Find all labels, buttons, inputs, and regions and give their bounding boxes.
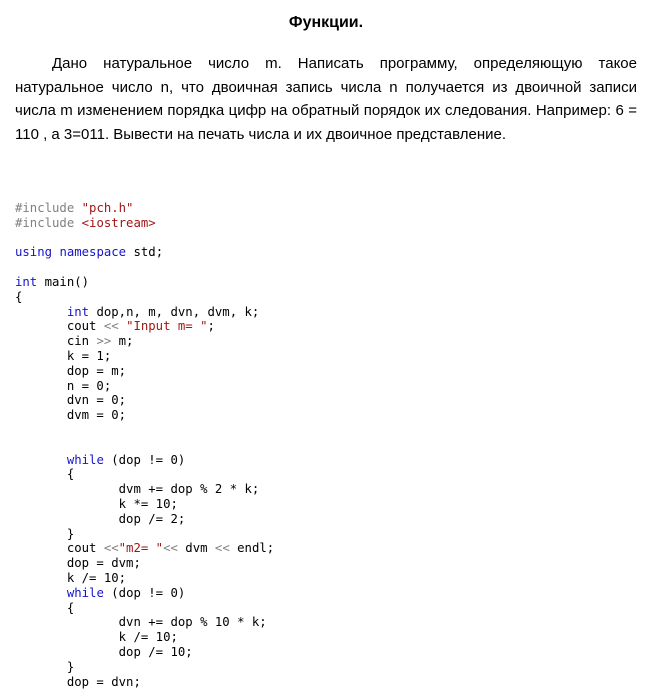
code-token: #include xyxy=(15,216,82,230)
code-token: dvm xyxy=(178,541,215,555)
code-token: dop = m; xyxy=(15,364,126,378)
code-token: dop,n, m, dvn, dvm, k; xyxy=(89,305,259,319)
code-line xyxy=(15,231,274,246)
code-line xyxy=(15,541,274,556)
code-token xyxy=(15,586,67,600)
code-token: ; xyxy=(208,319,215,333)
code-token xyxy=(119,319,126,333)
code-token: using xyxy=(15,245,52,259)
code-line xyxy=(15,467,274,482)
code-token: dvn = 0; xyxy=(15,393,126,407)
code-token: int xyxy=(67,305,89,319)
code-token: dop = dvn; xyxy=(15,675,141,689)
page-title: Функции. xyxy=(0,14,652,32)
code-token: (dop != 0) xyxy=(104,453,185,467)
code-line xyxy=(15,586,274,601)
code-line xyxy=(15,349,274,364)
code-token: <iostream> xyxy=(82,216,156,230)
code-token: while xyxy=(67,586,104,600)
code-token: cin xyxy=(15,334,96,348)
code-token: dvn += dop % 10 * k; xyxy=(15,615,267,629)
code-token: dop /= 2; xyxy=(15,512,185,526)
code-line xyxy=(15,393,274,408)
code-token xyxy=(15,305,67,319)
code-line xyxy=(15,645,274,660)
code-token: { xyxy=(15,290,22,304)
code-token: int xyxy=(15,275,37,289)
code-token: { xyxy=(15,601,74,615)
code-line xyxy=(15,497,274,512)
code-token: while xyxy=(67,453,104,467)
problem-statement: Дано натуральное число m. Написать программу, определяющую такое натуральное число n, что двоичная запись числа n получается из двоичной записи числа m изменением порядка цифр на обратный порядок их следования. Например: 6 = 110 , а 3=011. Вывести на печать числа и их двоичное представление. xyxy=(15,52,637,146)
code-line xyxy=(15,438,274,453)
code-line xyxy=(15,201,274,216)
code-line xyxy=(15,379,274,394)
code-listing xyxy=(15,201,274,689)
code-token: k /= 10; xyxy=(15,571,126,585)
code-line xyxy=(15,556,274,571)
code-token: dvm += dop % 2 * k; xyxy=(15,482,259,496)
code-token xyxy=(15,453,67,467)
code-line xyxy=(15,482,274,497)
code-token: << xyxy=(104,541,119,555)
code-line xyxy=(15,601,274,616)
code-line xyxy=(15,260,274,275)
code-line xyxy=(15,630,274,645)
code-token: std; xyxy=(126,245,163,259)
code-token: k = 1; xyxy=(15,349,111,363)
code-line xyxy=(15,615,274,630)
code-line xyxy=(15,364,274,379)
code-token: dvm = 0; xyxy=(15,408,126,422)
code-token: << xyxy=(215,541,230,555)
code-line xyxy=(15,305,274,320)
code-token: } xyxy=(15,527,74,541)
code-token: cout xyxy=(15,541,104,555)
code-line xyxy=(15,319,274,334)
code-token: dop /= 10; xyxy=(15,645,193,659)
code-token: "m2= " xyxy=(119,541,163,555)
code-line xyxy=(15,660,274,675)
code-token: } xyxy=(15,660,74,674)
code-line xyxy=(15,453,274,468)
code-line xyxy=(15,675,274,689)
code-line xyxy=(15,275,274,290)
code-token: cout xyxy=(15,319,104,333)
code-token: "Input m= " xyxy=(126,319,207,333)
code-token: m; xyxy=(111,334,133,348)
code-token: endl; xyxy=(230,541,274,555)
code-line xyxy=(15,423,274,438)
code-token: dop = dvm; xyxy=(15,556,141,570)
code-token: k *= 10; xyxy=(15,497,178,511)
code-token: k /= 10; xyxy=(15,630,178,644)
code-token: "pch.h" xyxy=(82,201,134,215)
code-token: >> xyxy=(96,334,111,348)
code-token: << xyxy=(163,541,178,555)
code-line xyxy=(15,408,274,423)
code-token: main() xyxy=(37,275,89,289)
code-token: { xyxy=(15,467,74,481)
code-token: (dop != 0) xyxy=(104,586,185,600)
code-token: << xyxy=(104,319,119,333)
code-line xyxy=(15,571,274,586)
code-line xyxy=(15,334,274,349)
code-token: namespace xyxy=(59,245,126,259)
code-line xyxy=(15,216,274,231)
code-token: n = 0; xyxy=(15,379,111,393)
code-line xyxy=(15,290,274,305)
code-line xyxy=(15,512,274,527)
code-token: #include xyxy=(15,201,82,215)
code-line xyxy=(15,245,274,260)
code-line xyxy=(15,527,274,542)
